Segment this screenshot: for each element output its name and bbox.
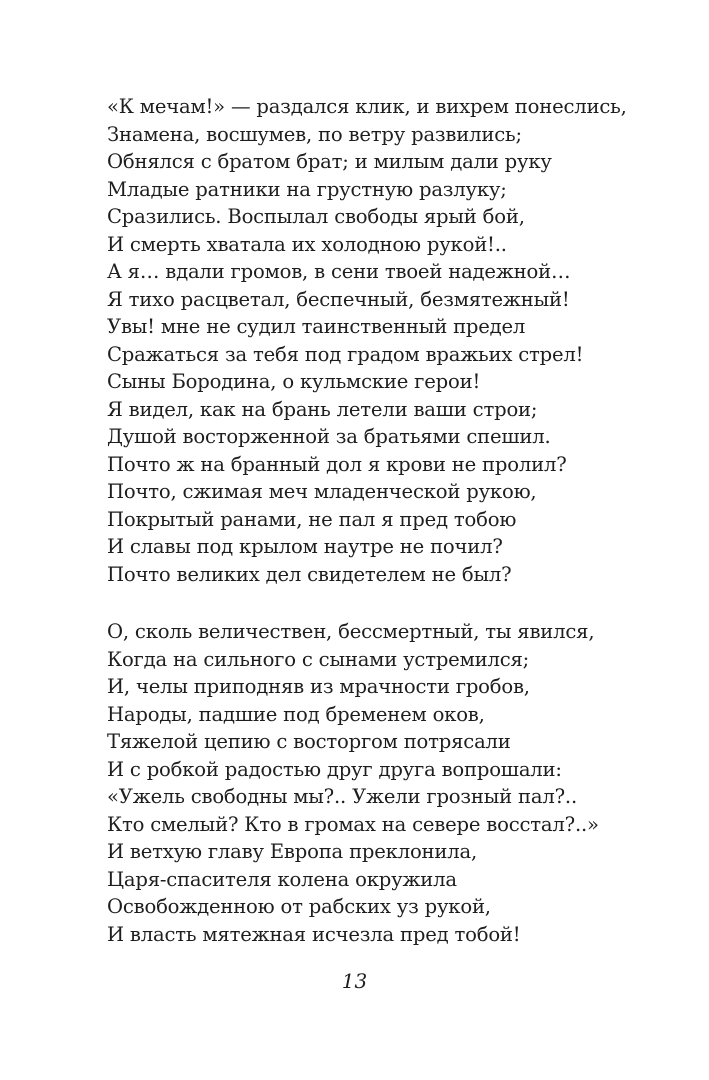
poem-line: Обнялся с братом брат; и милым дали руку xyxy=(107,150,552,173)
poem-line: Я тихо расцветал, беспечный, безмятежный! xyxy=(107,287,570,311)
poem-line: И с робкой радостью друг друга вопрошали: xyxy=(107,757,562,781)
poem-line: Почто ж на бранный дол я крови не пролил? xyxy=(107,452,567,476)
poem-line: Сыны Бородина, о кульмские герои! xyxy=(107,370,481,393)
poem-line: Когда на сильного с сынами устремился; xyxy=(107,647,530,671)
poem-line: И, челы приподняв из мрачности гробов, xyxy=(107,675,530,698)
poem-line: Сразились. Воспылал свободы ярый бой, xyxy=(107,205,525,228)
poem-line: Народы, падшие под бременем оков, xyxy=(107,702,485,726)
poem-line: И ветхую главу Европа преклонила, xyxy=(107,840,478,863)
poem-line: А я… вдали громов, в сени твоей надежной… xyxy=(107,260,571,283)
poem-line: Царя-спасителя колена окружила xyxy=(107,867,457,891)
poem-line: «Ужель свободны мы?.. Ужели грозный пал?.. xyxy=(107,785,577,808)
poem-line: Знамена, восшумев, по ветру развились; xyxy=(107,122,522,146)
poem-line: Душой восторженной за братьями спешил. xyxy=(107,425,551,448)
poem-line: Младые ратники на грустную разлуку; xyxy=(107,177,507,201)
poem-line: Увы! мне не судил таинственный предел xyxy=(107,315,526,338)
poem-line: Кто смелый? Кто в громах на севере восстал?..» xyxy=(107,812,599,836)
poem-text xyxy=(107,93,647,948)
poem-line: Покрытый ранами, не пал я пред тобою xyxy=(107,507,517,531)
poem-line: Почто великих дел свидетелем не был? xyxy=(107,562,512,586)
poem-line: И славы под крылом наутре не почил? xyxy=(107,535,503,558)
poem-line: И смерть хватала их холодною рукой!.. xyxy=(107,232,507,256)
poem-line: Освобожденною от рабских уз рукой, xyxy=(107,895,491,918)
page-number: 13 xyxy=(341,969,368,993)
poem-line: Почто, сжимая меч младенческой рукою, xyxy=(107,480,537,503)
poem-line: Я видел, как на брань летели ваши строи; xyxy=(107,397,538,421)
poem-line: Тяжелой цепию с восторгом потрясали xyxy=(107,730,511,753)
poem-line: О, сколь величествен, бессмертный, ты явился, xyxy=(107,620,595,643)
poem-line: И власть мятежная исчезла пред тобой! xyxy=(107,922,521,946)
stanza-2 xyxy=(107,618,647,948)
poem-line: Сражаться за тебя под градом вражьих стрел! xyxy=(107,342,584,366)
stanza-1 xyxy=(107,93,647,588)
poem-line: «К мечам!» — раздался клик, и вихрем понеслись, xyxy=(107,95,627,118)
